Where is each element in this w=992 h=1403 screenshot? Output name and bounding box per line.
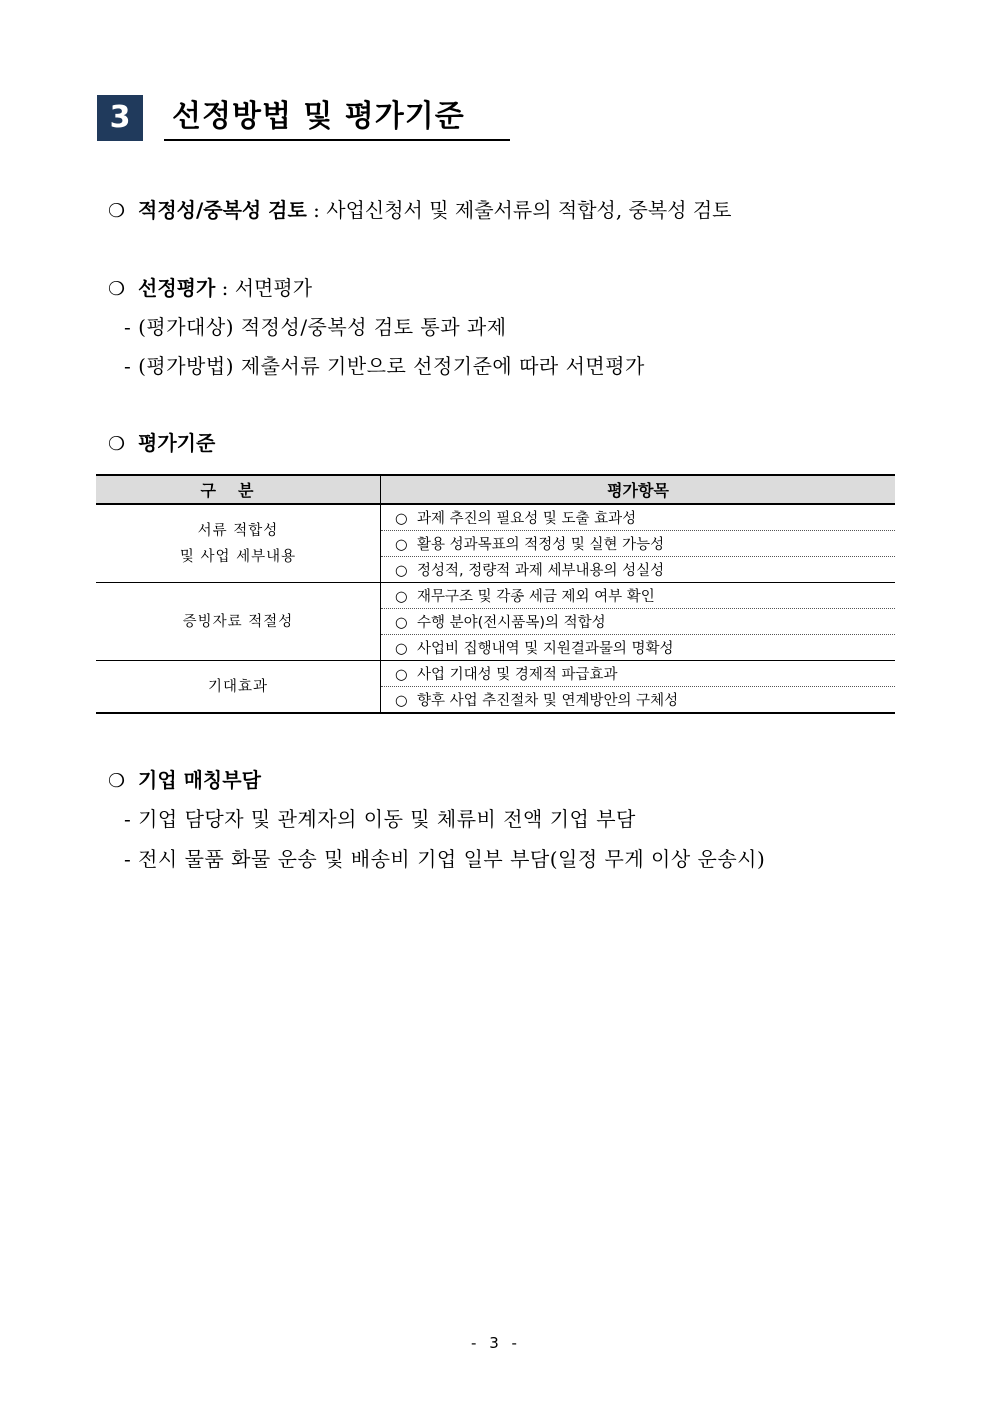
item-text: 과제 추진의 필요성 및 도출 효과성 — [417, 511, 637, 527]
category-cell — [96, 583, 381, 661]
small-circle-icon: ○ — [395, 537, 408, 553]
item-text: 사업비 집행내역 및 지원결과물의 명확성 — [417, 641, 674, 657]
review-text: 사업신청서 및 제출서류의 적합성, 중복성 검토 — [326, 198, 732, 222]
small-circle-icon: ○ — [395, 615, 408, 631]
category-line: 서류 적합성 — [197, 522, 279, 539]
item-cell — [381, 583, 896, 609]
selection-label: 선정평가 — [138, 276, 216, 300]
item-cell — [381, 635, 896, 661]
item-text: 재무구조 및 각종 세금 제외 여부 확인 — [417, 589, 655, 605]
circle-bullet-icon: ❍ — [108, 278, 126, 300]
criteria-label: 평가기준 — [138, 431, 216, 455]
section-title: 선정방법 및 평가기준 — [164, 95, 510, 141]
section-header — [97, 95, 517, 145]
item-cell — [381, 609, 896, 635]
page-number: - 3 - — [471, 1334, 521, 1352]
selection-sub-item: - (평가방법) 제출서류 기반으로 선정기준에 따라 서면평가 — [124, 354, 645, 378]
table-row — [96, 504, 895, 531]
small-circle-icon: ○ — [395, 563, 408, 579]
header-category: 구분 — [96, 475, 381, 504]
category-cell — [96, 661, 381, 714]
criteria-table — [96, 474, 895, 714]
category-line: 기대효과 — [207, 678, 269, 695]
item-cell — [381, 557, 896, 583]
item-cell — [381, 687, 896, 714]
criteria-bullet — [108, 430, 215, 457]
small-circle-icon: ○ — [395, 693, 408, 709]
review-bullet — [108, 197, 732, 224]
category-line: 증빙자료 적절성 — [182, 613, 294, 630]
review-separator: : — [306, 198, 327, 222]
item-text: 정성적, 정량적 과제 세부내용의 성실성 — [417, 563, 665, 579]
small-circle-icon: ○ — [395, 511, 408, 527]
table-header-row — [96, 475, 895, 504]
category-cell — [96, 504, 381, 583]
matching-bullet — [108, 767, 261, 794]
table-row — [96, 661, 895, 687]
table-row — [96, 583, 895, 609]
review-label: 적정성/중복성 검토 — [138, 198, 307, 222]
section-number-badge: 3 — [97, 95, 143, 141]
item-cell — [381, 504, 896, 531]
circle-bullet-icon: ❍ — [108, 770, 126, 792]
matching-sub-item: - 전시 물품 화물 운송 및 배송비 기업 일부 부담(일정 무게 이상 운송시) — [124, 847, 766, 871]
small-circle-icon: ○ — [395, 667, 408, 683]
matching-label: 기업 매칭부담 — [138, 768, 261, 792]
small-circle-icon: ○ — [395, 589, 408, 605]
header-items: 평가항목 — [381, 475, 896, 504]
circle-bullet-icon: ❍ — [108, 433, 126, 455]
small-circle-icon: ○ — [395, 641, 408, 657]
selection-separator: : — [215, 276, 235, 300]
item-text: 수행 분야(전시품목)의 적합성 — [417, 615, 606, 631]
item-text: 활용 성과목표의 적정성 및 실현 가능성 — [417, 537, 665, 553]
circle-bullet-icon: ❍ — [108, 200, 126, 222]
item-text: 향후 사업 추진절차 및 연계방안의 구체성 — [417, 693, 679, 709]
item-cell — [381, 531, 896, 557]
item-cell — [381, 661, 896, 687]
item-text: 사업 기대성 및 경제적 파급효과 — [417, 667, 618, 683]
selection-sub-item: - (평가대상) 적정성/중복성 검토 통과 과제 — [124, 315, 507, 339]
selection-bullet — [108, 275, 312, 302]
category-line: 및 사업 세부내용 — [179, 548, 297, 565]
selection-text: 서면평가 — [234, 276, 313, 300]
matching-sub-item: - 기업 담당자 및 관계자의 이동 및 체류비 전액 기업 부담 — [124, 807, 636, 831]
